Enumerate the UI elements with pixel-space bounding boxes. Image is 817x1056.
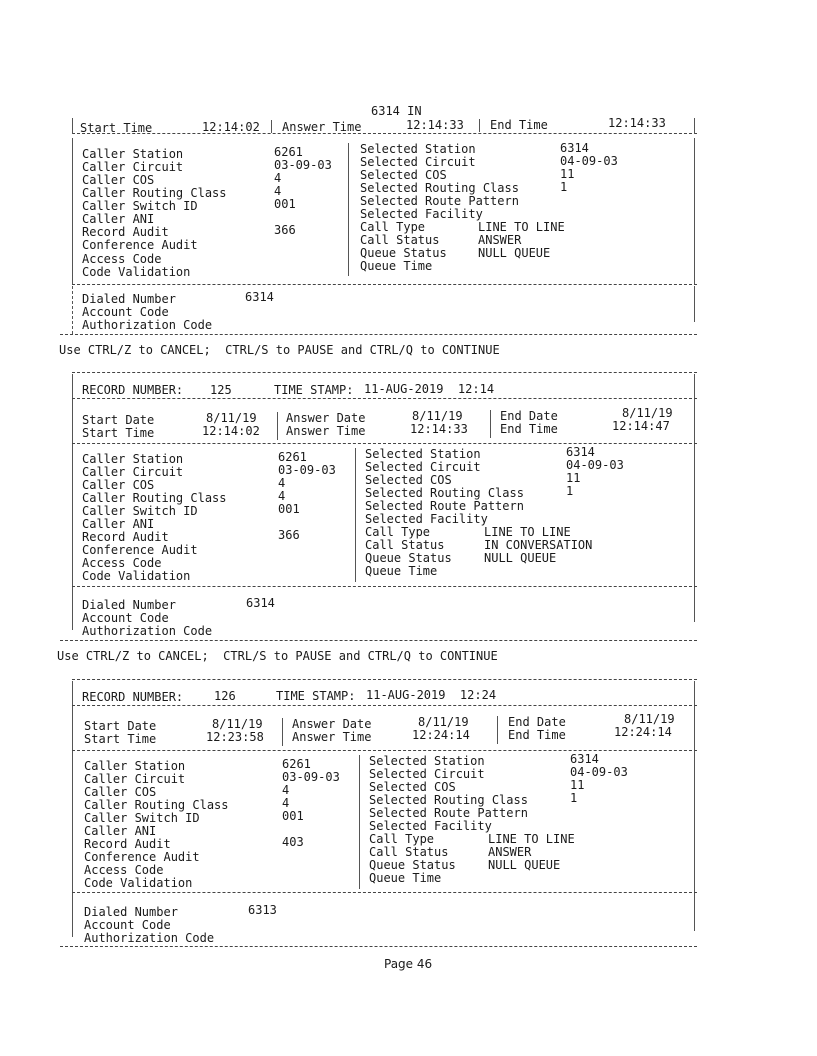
record-audit-value: 403 (282, 835, 304, 849)
start-time-label: Start Time (82, 426, 155, 440)
separator (282, 718, 283, 746)
caller-circuit-label: Caller Circuit (82, 160, 184, 174)
divider (72, 284, 697, 285)
separator (355, 448, 356, 582)
selected-facility-label: Selected Facility (365, 512, 488, 526)
selected-station-label: Selected Station (369, 754, 485, 768)
queue-status-value: NULL QUEUE (484, 551, 557, 565)
end-time-value: 12:24:14 (614, 725, 672, 739)
account-code-label: Account Code (84, 918, 171, 932)
caller-station-label: Caller Station (82, 452, 184, 466)
caller-cos-value: 4 (282, 783, 290, 797)
caller-switch-id-label: Caller Switch ID (82, 504, 198, 518)
end-date-label: End Date (500, 409, 558, 423)
answer-time-label: Answer Time (282, 120, 362, 134)
divider (72, 586, 697, 587)
selected-route-pattern-label: Selected Route Pattern (365, 499, 524, 513)
selected-cos-value: 11 (560, 167, 575, 181)
caller-switch-id-label: Caller Switch ID (84, 811, 200, 825)
selected-routing-class-label: Selected Routing Class (365, 486, 524, 500)
record-number-value: 126 (214, 689, 236, 703)
selected-route-pattern-label: Selected Route Pattern (369, 806, 528, 820)
divider (60, 334, 697, 335)
record-audit-label: Record Audit (82, 530, 169, 544)
record-audit-value: 366 (278, 528, 300, 542)
divider (72, 443, 697, 444)
record-audit-label: Record Audit (82, 225, 169, 239)
queue-status-label: Queue Status (365, 551, 452, 565)
selected-routing-class-label: Selected Routing Class (369, 793, 528, 807)
record-number-value: 125 (210, 383, 232, 397)
queue-time-label: Queue Time (360, 259, 433, 273)
answer-time-value: 12:14:33 (410, 422, 468, 436)
separator (359, 755, 360, 889)
caller-station-value: 6261 (282, 757, 311, 771)
record-audit-value: 366 (274, 223, 296, 237)
queue-time-label: Queue Time (365, 564, 438, 578)
caller-station-label: Caller Station (82, 147, 184, 161)
caller-routing-class-value: 4 (274, 184, 282, 198)
end-date-value: 8/11/19 (624, 712, 675, 726)
caller-station-value: 6261 (274, 145, 303, 159)
caller-circuit-value: 03-09-03 (282, 770, 340, 784)
call-status-label: Call Status (365, 538, 445, 552)
caller-switch-id-value: 001 (274, 197, 296, 211)
caller-routing-class-label: Caller Routing Class (82, 491, 227, 505)
queue-status-label: Queue Status (369, 858, 456, 872)
selected-facility-label: Selected Facility (360, 207, 483, 221)
selected-circuit-label: Selected Circuit (365, 460, 481, 474)
separator (479, 119, 480, 132)
answer-date-value: 8/11/19 (412, 409, 463, 423)
caller-cos-label: Caller COS (84, 785, 157, 799)
call-status-label: Call Status (360, 233, 440, 247)
selected-routing-class-value: 1 (560, 180, 568, 194)
caller-station-value: 6261 (278, 450, 307, 464)
selected-station-value: 6314 (560, 141, 589, 155)
selected-routing-class-label: Selected Routing Class (360, 181, 519, 195)
authorization-code-label: Authorization Code (82, 318, 213, 332)
time-stamp-value: 11-AUG-2019 12:24 (366, 688, 497, 702)
answer-time-value: 12:14:33 (406, 118, 464, 132)
conference-audit-label: Conference Audit (82, 543, 198, 557)
end-time-label: End Time (500, 422, 558, 436)
call-status-label: Call Status (369, 845, 449, 859)
caller-cos-value: 4 (278, 476, 286, 490)
separator (271, 120, 272, 133)
end-date-value: 8/11/19 (622, 406, 673, 420)
caller-switch-id-label: Caller Switch ID (82, 199, 198, 213)
selected-station-label: Selected Station (365, 447, 481, 461)
call-status-value: ANSWER (478, 233, 522, 247)
dialed-number-label: Dialed Number (82, 598, 176, 612)
call-type-value: LINE TO LINE (488, 832, 575, 846)
selected-cos-value: 11 (566, 471, 581, 485)
record-number-label: RECORD NUMBER: (82, 690, 184, 704)
end-time-value: 12:14:47 (612, 419, 670, 433)
dialed-number-value: 6314 (245, 290, 274, 304)
call-type-value: LINE TO LINE (478, 220, 565, 234)
caller-routing-class-label: Caller Routing Class (84, 798, 229, 812)
selected-station-label: Selected Station (360, 142, 476, 156)
account-code-label: Account Code (82, 611, 169, 625)
page-header-station: 6314 IN (371, 104, 422, 118)
page-number: Page 46 (384, 957, 433, 971)
dialed-number-label: Dialed Number (84, 905, 178, 919)
selected-route-pattern-label: Selected Route Pattern (360, 194, 519, 208)
border (694, 374, 695, 622)
border (694, 681, 695, 931)
end-time-label: End Time (490, 118, 548, 132)
access-code-label: Access Code (84, 863, 164, 877)
answer-date-value: 8/11/19 (418, 715, 469, 729)
queue-time-label: Queue Time (369, 871, 442, 885)
divider (72, 398, 697, 399)
selected-circuit-label: Selected Circuit (360, 155, 476, 169)
caller-cos-label: Caller COS (82, 173, 155, 187)
end-date-label: End Date (508, 715, 566, 729)
time-stamp-value: 11-AUG-2019 12:14 (364, 382, 495, 396)
selected-station-value: 6314 (566, 445, 595, 459)
border (72, 138, 73, 284)
call-type-label: Call Type (360, 220, 426, 234)
divider (72, 892, 697, 893)
caller-circuit-label: Caller Circuit (84, 772, 186, 786)
divider (60, 946, 697, 947)
start-date-label: Start Date (84, 719, 157, 733)
border (72, 118, 73, 134)
caller-switch-id-value: 001 (282, 809, 304, 823)
caller-cos-label: Caller COS (82, 478, 155, 492)
start-time-value: 12:23:58 (206, 730, 264, 744)
call-type-label: Call Type (369, 832, 435, 846)
caller-cos-value: 4 (274, 171, 282, 185)
border (694, 118, 695, 134)
record-audit-label: Record Audit (84, 837, 171, 851)
selected-circuit-value: 04-09-03 (560, 154, 618, 168)
queue-status-value: NULL QUEUE (478, 246, 551, 260)
caller-ani-label: Caller ANI (82, 517, 155, 531)
selected-circuit-value: 04-09-03 (570, 765, 628, 779)
start-date-value: 8/11/19 (212, 717, 263, 731)
dialed-number-value: 6314 (246, 596, 275, 610)
separator (490, 410, 491, 438)
divider (72, 133, 697, 134)
separator (497, 716, 498, 744)
time-stamp-label: TIME STAMP: (274, 383, 354, 397)
border (694, 138, 695, 284)
start-time-label: Start Time (80, 121, 153, 135)
call-status-value: IN CONVERSATION (484, 538, 593, 552)
caller-routing-class-value: 4 (282, 796, 290, 810)
selected-routing-class-value: 1 (566, 484, 574, 498)
start-date-value: 8/11/19 (206, 411, 257, 425)
caller-routing-class-value: 4 (278, 489, 286, 503)
end-time-label: End Time (508, 728, 566, 742)
terminal-instructions: Use CTRL/Z to CANCEL; CTRL/S to PAUSE and CTRL/Q to CONTINUE (57, 649, 498, 663)
caller-switch-id-value: 001 (278, 502, 300, 516)
code-validation-label: Code Validation (84, 876, 193, 890)
selected-cos-label: Selected COS (360, 168, 447, 182)
separator (277, 412, 278, 440)
selected-circuit-value: 04-09-03 (566, 458, 624, 472)
divider (72, 679, 697, 680)
access-code-label: Access Code (82, 252, 162, 266)
selected-station-value: 6314 (570, 752, 599, 766)
caller-circuit-value: 03-09-03 (278, 463, 336, 477)
selected-cos-value: 11 (570, 778, 585, 792)
selected-routing-class-value: 1 (570, 791, 578, 805)
code-validation-label: Code Validation (82, 569, 191, 583)
caller-routing-class-label: Caller Routing Class (82, 186, 227, 200)
caller-ani-label: Caller ANI (84, 824, 157, 838)
call-type-label: Call Type (365, 525, 431, 539)
start-time-label: Start Time (84, 732, 157, 746)
call-status-value: ANSWER (488, 845, 532, 859)
selected-cos-label: Selected COS (365, 473, 452, 487)
end-time-value: 12:14:33 (608, 116, 666, 130)
answer-time-value: 12:24:14 (412, 728, 470, 742)
dialed-number-label: Dialed Number (82, 292, 176, 306)
divider (72, 750, 697, 751)
caller-circuit-label: Caller Circuit (82, 465, 184, 479)
separator (348, 143, 349, 276)
code-validation-label: Code Validation (82, 265, 191, 279)
start-date-label: Start Date (82, 413, 155, 427)
answer-time-label: Answer Time (286, 424, 366, 438)
queue-status-label: Queue Status (360, 246, 447, 260)
start-time-value: 12:14:02 (202, 424, 260, 438)
selected-facility-label: Selected Facility (369, 819, 492, 833)
call-type-value: LINE TO LINE (484, 525, 571, 539)
border (72, 374, 73, 630)
conference-audit-label: Conference Audit (84, 850, 200, 864)
divider (72, 705, 697, 706)
conference-audit-label: Conference Audit (82, 238, 198, 252)
border (72, 286, 73, 334)
selected-circuit-label: Selected Circuit (369, 767, 485, 781)
queue-status-value: NULL QUEUE (488, 858, 561, 872)
border (694, 286, 695, 322)
authorization-code-label: Authorization Code (84, 931, 215, 945)
access-code-label: Access Code (82, 556, 162, 570)
answer-date-label: Answer Date (292, 717, 372, 731)
dialed-number-value: 6313 (248, 903, 277, 917)
record-number-label: RECORD NUMBER: (82, 383, 184, 397)
terminal-instructions: Use CTRL/Z to CANCEL; CTRL/S to PAUSE and CTRL/Q to CONTINUE (59, 343, 500, 357)
caller-station-label: Caller Station (84, 759, 186, 773)
start-time-value: 12:14:02 (202, 120, 260, 134)
caller-ani-label: Caller ANI (82, 212, 155, 226)
time-stamp-label: TIME STAMP: (276, 689, 356, 703)
authorization-code-label: Authorization Code (82, 624, 213, 638)
selected-cos-label: Selected COS (369, 780, 456, 794)
divider (60, 640, 697, 641)
account-code-label: Account Code (82, 305, 169, 319)
divider (72, 372, 697, 373)
answer-time-label: Answer Time (292, 730, 372, 744)
border (72, 681, 73, 937)
answer-date-label: Answer Date (286, 411, 366, 425)
caller-circuit-value: 03-09-03 (274, 158, 332, 172)
